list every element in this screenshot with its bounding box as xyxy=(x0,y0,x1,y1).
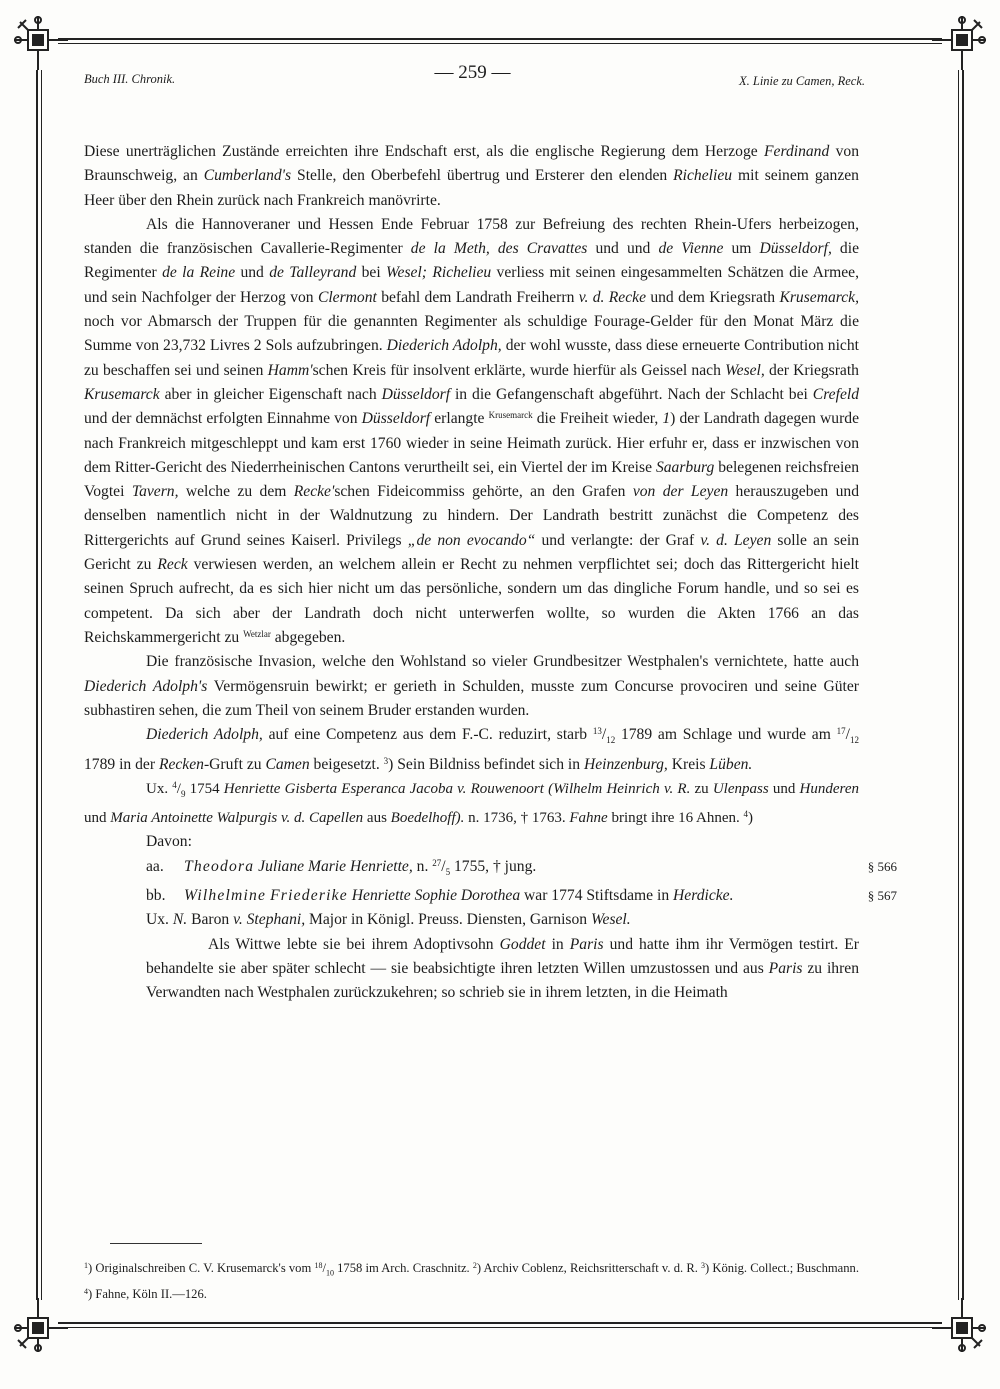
entry-label: bb. xyxy=(146,887,166,905)
frame-left-rule xyxy=(36,70,38,1300)
running-header xyxy=(80,62,865,92)
frame-top-rule xyxy=(58,38,942,40)
ornament-corner-icon xyxy=(930,14,988,72)
paragraph-5: Ux. $^4/_9$ 1754 Henriette Gisberta Esperanca Jacoba v. Rouwenoort (Wilhelm Heinrich v. R. zu Ulenpass und Hunderen und Maria Antoinette Walpurgis v. d. Capellen aus Boedelhoff). n. 1736, † 1763. Fahne bringt ihre 16 Ahnen. $^4$) xyxy=(84,779,859,827)
section-ref: § 566 xyxy=(867,858,897,874)
frame-bottom-rule xyxy=(58,1322,942,1324)
footnote-divider xyxy=(110,1243,202,1244)
ornament-corner-icon xyxy=(12,1296,70,1354)
ornament-corner-icon xyxy=(12,14,70,72)
footnote-ref-4: 4 xyxy=(743,809,749,820)
paragraph-1: Diese unerträglichen Zustände erreichten ihre Endschaft erst, als die englische Regierung dem Herzoge Ferdinand von Braunschweig, an Cumberland's Stelle, den Oberbefehl übertrug und Ersterer den elenden Richelieu mit seinem ganzen Heer über den Rhein zurück nach Frankreich manövrirte. xyxy=(84,143,859,209)
footnote-ref-2: Wetzlar xyxy=(243,628,271,639)
paragraph-4: Diederich Adolph, auf eine Competenz aus dem F.-C. reduzirt, starb $^{13}/_{12}$ 1789 am Schlage und wurde am $^{17}/_{12}$ 1789 in der Recken-Gruft zu Camen beigesetzt. $^3$) Sein Bildniss befindet sich in Heinzenburg, Kreis Lüben. xyxy=(84,726,859,773)
frame-right-rule-thin xyxy=(958,70,959,1300)
paragraph-2: Als die Hannoveraner und Hessen Ende Februar 1758 zur Befreiung des rechten Rhein-Ufers herbeizogen, standen die französischen Cavallerie-Regimenter de la Meth, des Cravattes und und de Vienne um Düsseldorf, die Regimenter de la Reine und de Talleyrand bei Wesel; Richelieu verliess mit seinen eingesammelten Schätzen die Armee, und sein Nachfolger der Herzog von Clermont befahl dem Landrath Freiherrn v. d. Recke und dem Kriegsrath Krusemarck, noch vor Abmarsch der Truppen für die genannten Regimenter als schuldige Fourage-Gelder für den Monat März die Summe von 23,732 Livres 2 Sols aufzubringen. Diederich Adolph, der wohl wusste, dass diese erneuerte Contribution nicht zu beschaffen sei und seinen Hamm'schen Kreis für insolvent erklärte, wurde hierfür als Geissel nach Wesel, der Kriegsrath Krusemarck aber in gleicher Eigenschaft nach Düsseldorf in die Gefangenschaft abgeführt. Nach der Schlacht bei Crefeld und der demnächst erfolgten Einnahme von Düsseldorf erlangte $^{Krusemarck}$ die Freiheit wieder, 1) der Landrath dagegen wurde nach Frankreich mitgeschleppt und kam erst 1760 wieder in seine Heimath zurück. Hier erfuhr er, dass er inzwischen von dem Ritter-Gericht des Niederrheinischen Cantons verurtheilt sei, ein Viertel der im Kreise Saarburg belegenen reichsfreien Vogtei Tavern, welche zu dem Recke'schen Fideicommiss gehörte, an den Grafen von der Leyen herauszugeben und denselben namentlich nicht in der Waldnutzung zu hindern. Der Landrath bestritt zunächst die Competenz des Rittergerichts auf Grund seines Kaiserl. Privilegs „de non evocando“ und verlangte: der Graf v. d. Leyen solle an sein Gericht zu Reck verwiesen werden, an welchem allein er Recht zu nehmen verpflichtet sei; doch das Rittergericht hielt seinen Spruch aufrecht, da es sich hier nicht um das persönliche, sondern um das dingliche Forum handle, und so sei es competent. Da sich aber der Landrath doch nicht unterwerfen wollte, so wurden die Akten 1766 an das Reichskammergericht zu $^{Wetzlar}$ abgegeben. xyxy=(84,215,860,646)
footnote-ref-3: 3 xyxy=(383,755,389,766)
child-entry-aa: aa. Theodora Juliane Marie Henriette, n. $^{27}/_5$ 1755, † jung. § 566 xyxy=(146,855,859,884)
page-number: — 259 — xyxy=(434,62,511,83)
child-entry-bb-text: Als Wittwe lebte sie bei ihrem Adoptivsohn Goddet in Paris und hatte ihm ihr Vermögen testirt. Er behandelte sie aber später schlecht — sie beabsichtigte ihren letzten Willen umzustossen und aus Paris zu ihren Verwandten nach Westphalen zurückzukehren; so schrieb sie in ihrem letzten, in die Heimath xyxy=(146,935,860,1002)
frame-bottom-rule-thin xyxy=(58,1327,942,1328)
body-text xyxy=(84,140,897,1006)
paragraph-3: Die französische Invasion, welche den Wohlstand so vieler Grundbesitzer Westphalen's vernichtete, hatte auch Diederich Adolph's Vermögensruin bewirkt; er gerieth in Schulden, musste zum Concurse provociren und seine Güter subhastiren sehen, die zum Theil von seinem Bruder erstanden wurden. xyxy=(84,653,860,719)
ornament-corner-icon xyxy=(930,1296,988,1354)
child-entry-bb-marriage: Ux. N. Baron v. Stephani, Major in Königl. Preuss. Diensten, Garnison Wesel. xyxy=(146,911,631,929)
footnote-ref-1: Krusemarck xyxy=(488,410,533,421)
header-section-title: X. Linie zu Camen, Reck. xyxy=(738,74,865,88)
section-ref: § 567 xyxy=(867,888,897,904)
entry-label: aa. xyxy=(146,857,164,875)
frame-top-rule-thin xyxy=(58,43,942,44)
child-entry-bb: bb. Wilhelmine Friederike Henriette Sophie Dorothea war 1774 Stiftsdame in Herdicke. § 567 xyxy=(146,884,859,908)
children-list xyxy=(84,855,897,1006)
header-book-chapter: Buch III. Chronik. xyxy=(84,72,176,86)
davon-label: Davon: xyxy=(146,833,192,851)
frame-left-rule-thin xyxy=(41,70,42,1300)
frame-right-rule xyxy=(962,70,964,1300)
footnotes: $^1$) Originalschreiben C. V. Krusemarck's vom $^{18}/_{10}$ 1758 im Arch. Craschnitz. $^2$) Archiv Coblenz, Reichsritterschaft v. d. R. $^3$) König. Collect.; Buschmann. $^4$) Fahne, Köln II.—126. xyxy=(84,1261,859,1301)
